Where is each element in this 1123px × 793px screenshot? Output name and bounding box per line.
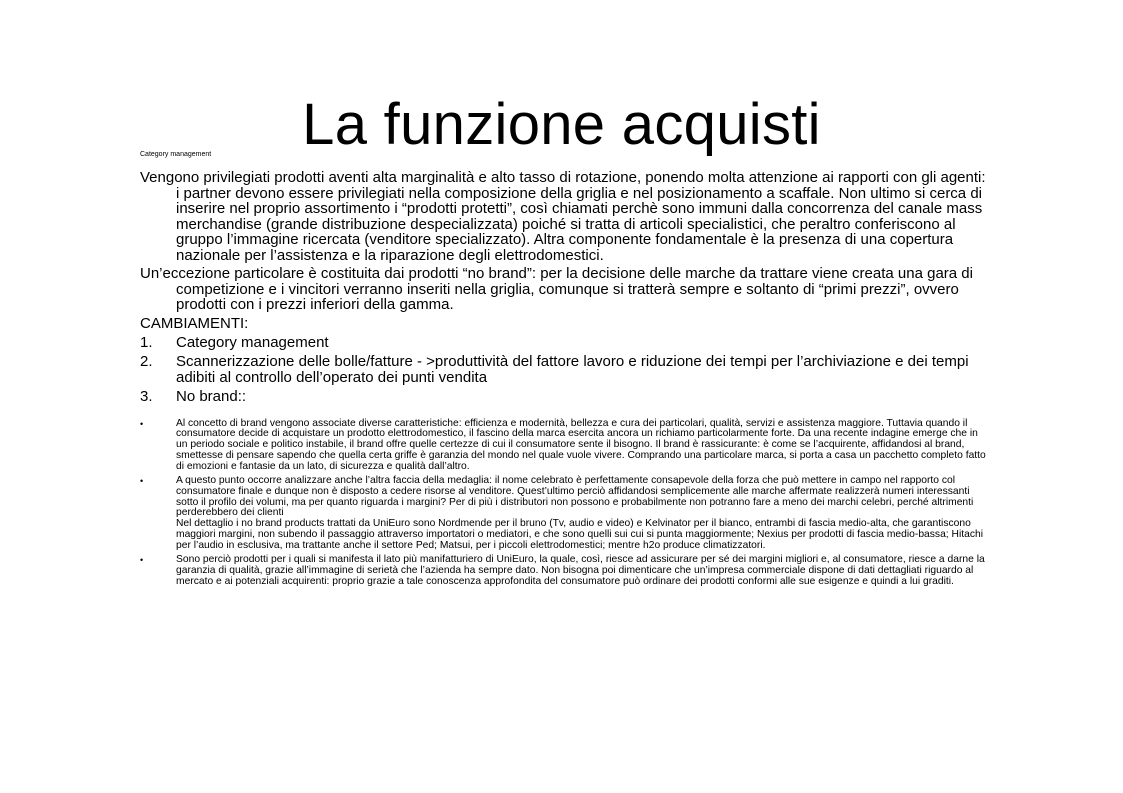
list-text: No brand:: bbox=[176, 388, 247, 405]
bullet-item bbox=[140, 555, 990, 587]
paragraph-no-brand: Un’eccezione particolare è costituita dai prodotti “no brand”: per la decisione delle marche da trattare viene creata una gara di competizione e i vincitori verranno inseriti nella griglia, comunque si tratterà sempre e soltanto di “primi prezzi”, ovvero prodotti con i prezzi inferiori della gamma. bbox=[140, 265, 973, 313]
page-title: La funzione acquisti bbox=[302, 92, 821, 157]
list-item bbox=[140, 389, 990, 405]
section-label: Category management bbox=[140, 151, 212, 158]
paragraph-intro: Vengono privilegiati prodotti aventi alta marginalità e alto tasso di rotazione, ponendo molta attenzione ai rapporti con gli agenti: i partner devono essere privilegiati nella composizione della griglia e nel posizionamento a scaffale. Non ultimo si cerca di inserire nel proprio assortimento i “prodotti protetti”, così chiamati perchè sono immuni dalla concorrenza del canale mass merchandise (grande distribuzione despecializzata) poiché si tratta di articoli specialistici, che peraltro conferiscono al gruppo l’immagine ricercata (venditore specializzato). Altra componente fondamentale è la presenza di una copertura nazionale per l’assistenza e la riparazione degli elettrodomestici. bbox=[140, 169, 986, 264]
bullet-list bbox=[140, 419, 990, 588]
bullet-marker: • bbox=[140, 475, 144, 486]
bullet-text: Sono perciò prodotti per i quali si manifesta il lato più manifatturiero di UniEuro, la quale, così, riesce ad assicurare per sé dei margini migliori e, al consumatore, riesce a darne la garanzia di qualità, grazie all’immagine di serietà che l’azienda ha sempre dato. Non bisogna poi dimenticare che un’impresa commerciale dispone di dati dettagliati riguardo al mercato e ai potenziali acquirenti: proprio grazie a tale conoscenza approfondita del consumatore può ordinare dei prodotti conformi alle sue esigenze e quindi a lui graditi. bbox=[176, 554, 985, 587]
bullet-item bbox=[140, 419, 990, 473]
bullet-text: Nel dettaglio i no brand products trattati da UniEuro sono Nordmende per il bruno (Tv, audio e video) e Kelvinator per il bianco, entrambi di fascia medio-alta, che garantiscono maggiori margini, non subendo il passaggio attraverso importatori o mediatori, e che sono quelli sui cui si punta maggiormente; Nexius per prodotti di fascia medio-bassa; Hitachi per l’audio in esclusiva, ma trattante anche il settore Ped; Matsui, per i piccoli elettrodomestici; mentre h2o produce climatizzatori. bbox=[176, 518, 984, 551]
changes-heading: CAMBIAMENTI: bbox=[140, 314, 249, 332]
list-text: Scannerizzazione delle bolle/fatture - >produttività del fattore lavoro e riduzione dei tempi per l’archiviazione e dei tempi adibiti al controllo dell’operato dei punti vendita bbox=[176, 353, 969, 386]
list-text: Category management bbox=[176, 333, 329, 351]
list-item bbox=[140, 354, 990, 385]
bullet-text: A questo punto occorre analizzare anche l’altra faccia della medaglia: il nome celebrato è perfettamente consapevole della forza che può mettere in campo nel rapporto col consumatore finale e dunque non è disposto a cedere risorse al venditore. Quest’ultimo perciò affidandosi semplicemente alle marche affermate realizzerà numeri interessanti sotto il profilo dei volumi, ma per quanto riguarda i margini? Per di più i distributori non possono e probabilmente non potranno fare a meno dei marchi celebri, perché altrimenti perderebbero dei clienti bbox=[176, 474, 974, 519]
list-number: 2. bbox=[140, 353, 153, 370]
bullet-item bbox=[140, 476, 990, 552]
slide-content bbox=[140, 170, 990, 591]
bullet-text: Al concetto di brand vengono associate diverse caratteristiche: efficienza e modernità, bellezza e cura dei particolari, qualità, servizi e assistenza maggiore. Tuttavia quando il consumatore decide di acquistare un prodotto elettrodomestico, il fascino della marca esercita ancora un richiamo particolarmente forte. Da una recente indagine emerge che in un periodo sociale e politico instabile, il brand offre quelle certezze di cui il consumatore sente il bisogno. Il brand è rassicurante: è come se l’acquirente, affidandosi al brand, smettesse di pensare sapendo che quella certa griffe è garanzia del mondo nel quale vuole vivere. Comprando una particolare marca, si porta a casa un pacchetto completo fatto di emozioni e fantasie da un lato, di sicurezza e qualità dall’altro. bbox=[176, 417, 986, 472]
list-item bbox=[140, 335, 990, 351]
bullet-marker: • bbox=[140, 555, 144, 566]
list-number: 1. bbox=[140, 333, 153, 351]
bullet-marker: • bbox=[140, 418, 144, 429]
list-number: 3. bbox=[140, 388, 153, 405]
